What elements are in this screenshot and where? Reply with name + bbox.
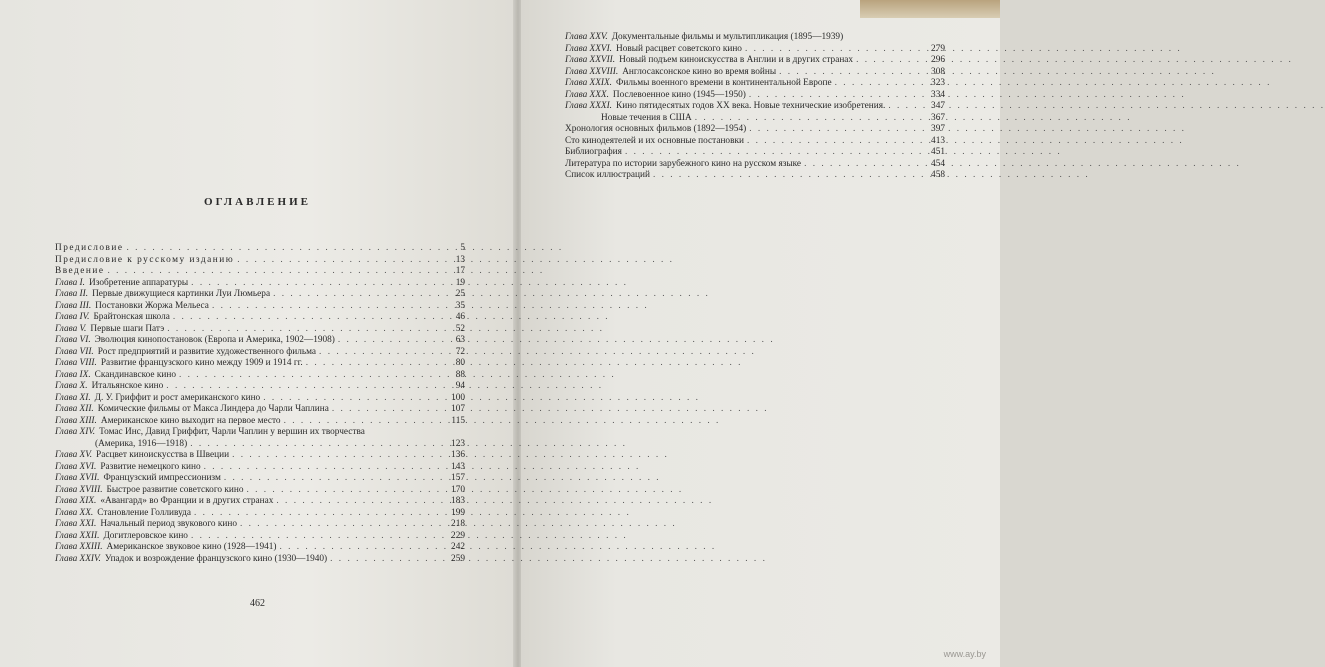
toc-title: Комические фильмы от Макса Линдера до Чарли Чаплина — [97, 404, 329, 414]
toc-leader-dots — [240, 519, 444, 531]
toc-title: Первые шаги Патэ — [90, 323, 165, 334]
toc-entry — [55, 554, 465, 566]
toc-page-number: 218 — [451, 519, 465, 529]
paper-edge-strip — [860, 0, 1000, 18]
toc-leader-dots — [107, 266, 444, 278]
toc-page-number: 88 — [455, 369, 465, 380]
toc-entry — [55, 404, 465, 416]
toc-chapter-label: Глава XXVII. — [565, 55, 616, 65]
toc-title: Развитие французского кино между 1909 и 1914 гг. — [100, 358, 303, 368]
toc-page-number: 123 — [451, 438, 465, 449]
toc-title: Сто кинодеятелей и их основные постановки — [565, 135, 744, 146]
toc-title: Новый расцвет советского кино — [616, 43, 742, 54]
toc-page-number: 308 — [931, 66, 945, 77]
toc-page-number: 35 — [455, 300, 465, 311]
toc-chapter-label: Глава VIII. — [55, 358, 97, 368]
toc-page-number: 229 — [451, 530, 465, 541]
toc-title: Американское кино выходит на первое место — [100, 415, 281, 426]
toc-entry — [55, 370, 465, 382]
page-number: 462 — [250, 598, 265, 609]
toc-entry — [55, 508, 465, 520]
toc-heading: ОГЛАВЛЕНИЕ — [204, 196, 311, 208]
toc-entry — [55, 450, 465, 462]
toc-leader-dots — [888, 101, 924, 113]
toc-entry — [565, 90, 945, 102]
toc-entry — [55, 312, 465, 324]
toc-title: Брайтонская школа — [93, 312, 170, 322]
toc-page-number: 136 — [451, 450, 465, 460]
toc-chapter-label: Глава XXXI. — [565, 101, 613, 111]
toc-leader-dots — [263, 393, 444, 405]
toc-leader-dots — [749, 124, 924, 136]
toc-title: Французский импрессионизм — [103, 473, 221, 483]
toc-page-number: 451 — [931, 147, 945, 157]
toc-leader-dots — [856, 55, 924, 67]
toc-leader-dots — [224, 473, 444, 485]
toc-entry — [55, 324, 465, 336]
toc-page-number: 25 — [455, 289, 465, 299]
toc-chapter-label: Глава IX. — [55, 369, 91, 380]
toc-chapter-label: Глава XVII. — [55, 473, 100, 483]
toc-leader-dots — [284, 416, 444, 428]
toc-page-number: 100 — [451, 392, 465, 403]
toc-entry — [55, 485, 465, 497]
toc-page-number: 5 — [460, 243, 465, 253]
toc-leader-dots — [167, 324, 444, 336]
toc-chapter-label: Глава XIX. — [55, 496, 97, 506]
toc-entry — [55, 416, 465, 428]
toc-page-number: 52 — [455, 323, 465, 334]
toc-entry — [565, 55, 945, 67]
watermark-text: www.ay.by — [943, 649, 986, 659]
toc-title: Развитие немецкого кино — [100, 461, 201, 472]
toc-title: Англосаксонское кино во время войны — [622, 66, 777, 77]
toc-page-number: 323 — [931, 78, 945, 88]
toc-title: Предисловие к русскому изданию — [55, 254, 235, 265]
toc-page-number: 334 — [931, 89, 945, 100]
toc-chapter-label: Глава XXX. — [565, 89, 609, 100]
toc-entry — [55, 542, 465, 554]
toc-leader-dots — [204, 462, 444, 474]
toc-entry — [55, 427, 465, 439]
toc-title: Эволюция кинопостановок (Европа и Америка, 1902—1908) — [94, 335, 335, 345]
toc-title: «Авангард» во Франции и в других странах — [100, 496, 274, 506]
toc-title: Скандинавское кино — [94, 369, 176, 380]
toc-page-number: 157 — [451, 473, 465, 483]
toc-entry — [55, 358, 465, 370]
toc-chapter-label: Глава X. — [55, 381, 88, 391]
toc-leader-dots — [212, 301, 444, 313]
toc-leader-dots — [330, 554, 444, 566]
toc-entry — [55, 301, 465, 313]
toc-leader-dots — [232, 450, 444, 462]
toc-title: Быстрое развитие советского кино — [106, 484, 244, 495]
toc-title: Новые течения в США — [601, 112, 692, 123]
toc-page-number: 397 — [931, 124, 945, 134]
toc-title: Начальный период звукового кино — [100, 519, 237, 529]
toc-entry — [565, 78, 945, 90]
toc-entry — [55, 519, 465, 531]
toc-page-number: 170 — [451, 484, 465, 495]
toc-entry — [55, 243, 465, 255]
toc-chapter-label: Глава VI. — [55, 335, 91, 345]
toc-page-number: 296 — [931, 55, 945, 65]
toc-title: Новый подъем киноискусства в Англии и в других странах — [619, 55, 854, 65]
toc-page-number: 19 — [455, 277, 465, 288]
toc-entry — [565, 124, 945, 136]
toc-page-number: 199 — [451, 507, 465, 518]
toc-leader-dots — [747, 136, 924, 148]
toc-leader-dots — [126, 243, 444, 255]
toc-page-number: 413 — [931, 135, 945, 146]
toc-entry — [55, 531, 465, 543]
toc-page-number: 46 — [455, 312, 465, 322]
toc-leader-dots — [173, 312, 444, 324]
toc-page-number: 279 — [931, 43, 945, 54]
toc-page-number: 80 — [455, 358, 465, 368]
toc-chapter-label: Глава XXIII. — [55, 542, 103, 552]
toc-title: (Америка, 1916—1918) — [95, 438, 188, 449]
toc-chapter-label: Глава XIV. — [55, 427, 96, 437]
toc-title: Документальные фильмы и мультипликация (1895—1939) — [611, 32, 844, 42]
toc-title: Фильмы военного времени в континентальной Европе — [616, 78, 832, 88]
toc-entry — [55, 393, 465, 405]
toc-leader-dots — [166, 381, 444, 393]
toc-entry — [55, 289, 465, 301]
toc-entry — [55, 462, 465, 474]
toc-leader-dots — [279, 542, 444, 554]
toc-page-number: 63 — [455, 335, 465, 345]
toc-page-number: 183 — [451, 496, 465, 506]
toc-leader-dots — [191, 531, 444, 543]
toc-chapter-label: Глава XXII. — [55, 530, 100, 541]
toc-title: Библиография — [565, 147, 622, 157]
toc-entry — [55, 347, 465, 359]
toc-entry — [565, 32, 945, 44]
toc-list-right — [565, 32, 945, 182]
toc-leader-dots — [191, 278, 444, 290]
toc-entry — [55, 381, 465, 393]
toc-leader-dots — [190, 439, 444, 451]
toc-entry — [565, 147, 945, 159]
toc-entry — [565, 67, 945, 79]
toc-entry — [55, 278, 465, 290]
toc-page-number: 143 — [451, 461, 465, 472]
toc-title: Д. У. Гриффит и рост американского кино — [94, 392, 261, 403]
toc-page-number: 259 — [451, 553, 465, 564]
toc-leader-dots — [338, 335, 444, 347]
toc-title: Расцвет киноискусства в Швеции — [96, 450, 230, 460]
toc-leader-dots — [246, 485, 444, 497]
toc-leader-dots — [695, 113, 924, 125]
toc-leader-dots — [179, 370, 444, 382]
toc-title: Упадок и возрождение французского кино (1930—1940) — [104, 553, 328, 564]
toc-chapter-label: Глава XX. — [55, 507, 94, 518]
toc-page-number: 72 — [455, 346, 465, 357]
toc-leader-dots — [779, 67, 924, 79]
toc-title: Литература по истории зарубежного кино на русском языке — [565, 158, 802, 169]
toc-leader-dots — [625, 147, 924, 159]
toc-chapter-label: Глава I. — [55, 277, 85, 288]
toc-leader-dots — [835, 78, 924, 90]
toc-leader-dots — [749, 90, 924, 102]
toc-entry — [565, 113, 945, 125]
toc-leader-dots — [306, 358, 444, 370]
toc-leader-dots — [332, 404, 444, 416]
toc-title: Первые движущиеся картинки Луи Люмьера — [92, 289, 271, 299]
toc-chapter-label: Глава VII. — [55, 346, 94, 357]
toc-page-number: 367 — [931, 112, 945, 123]
toc-entry — [55, 335, 465, 347]
toc-chapter-label: Глава XII. — [55, 404, 94, 414]
toc-leader-dots — [273, 289, 444, 301]
toc-page-number: 242 — [451, 542, 465, 552]
toc-chapter-label: Глава XXVI. — [565, 43, 613, 54]
toc-entry — [565, 44, 945, 56]
toc-title: Итальянское кино — [91, 381, 164, 391]
toc-chapter-label: Глава XXVIII. — [565, 66, 619, 77]
toc-title: Изобретение аппаратуры — [88, 277, 189, 288]
toc-entry — [565, 136, 945, 148]
toc-entry — [55, 266, 465, 278]
toc-entry — [565, 159, 945, 171]
toc-leader-dots — [745, 44, 924, 56]
toc-title: Томас Инс, Давид Гриффит, Чарли Чаплин у вершин их творчества — [99, 427, 365, 437]
toc-page-number: 107 — [451, 404, 465, 414]
toc-page-number: 94 — [455, 381, 465, 391]
toc-page-number: 458 — [931, 170, 945, 180]
toc-title: Предисловие — [55, 243, 124, 253]
toc-title: Догитлеровское кино — [103, 530, 188, 541]
toc-entry — [55, 255, 465, 267]
toc-chapter-label: Глава XV. — [55, 450, 93, 460]
toc-leader-dots — [276, 496, 444, 508]
toc-leader-dots — [804, 159, 924, 171]
toc-page-number: 13 — [455, 254, 465, 265]
toc-chapter-label: Глава XXIX. — [565, 78, 613, 88]
toc-entry — [55, 473, 465, 485]
toc-leader-dots — [653, 170, 924, 182]
toc-chapter-label: Глава V. — [55, 323, 87, 334]
toc-entry — [565, 170, 945, 182]
toc-page-number: 347 — [931, 101, 945, 111]
toc-chapter-label: Глава XIII. — [55, 415, 97, 426]
toc-chapter-label: Глава II. — [55, 289, 89, 299]
toc-title: Становление Голливуда — [97, 507, 192, 518]
toc-title: Кино пятидесятых годов XX века. Новые технические изобретения. — [616, 101, 886, 111]
toc-entry — [565, 101, 945, 113]
toc-chapter-label: Глава XI. — [55, 392, 91, 403]
toc-page-number: 115 — [451, 415, 465, 426]
toc-chapter-label: Глава III. — [55, 300, 92, 311]
toc-page-number: 454 — [931, 158, 945, 169]
toc-title: Американское звуковое кино (1928—1941) — [106, 542, 277, 552]
toc-chapter-label: Глава XXIV. — [55, 553, 101, 564]
toc-title: Рост предприятий и развитие художественного фильма — [97, 346, 317, 357]
toc-chapter-label: Глава XVI. — [55, 461, 97, 472]
toc-title: Список иллюстраций — [565, 170, 650, 180]
toc-chapter-label: Глава XXV. — [565, 32, 608, 42]
toc-title: Послевоенное кино (1945—1950) — [612, 89, 746, 100]
toc-leader-dots — [194, 508, 444, 520]
toc-title: Хронология основных фильмов (1892—1954) — [565, 124, 747, 134]
toc-leader-dots — [237, 255, 444, 267]
toc-chapter-label: Глава XVIII. — [55, 484, 103, 495]
toc-title: Постановки Жоржа Мельеса — [95, 300, 209, 311]
toc-list-left — [55, 243, 465, 565]
toc-entry — [55, 439, 465, 451]
toc-chapter-label: Глава XXI. — [55, 519, 97, 529]
toc-entry — [55, 496, 465, 508]
toc-title: Введение — [55, 266, 105, 276]
toc-leader-dots — [319, 347, 444, 359]
toc-page-number: 17 — [455, 266, 465, 276]
toc-chapter-label: Глава IV. — [55, 312, 90, 322]
